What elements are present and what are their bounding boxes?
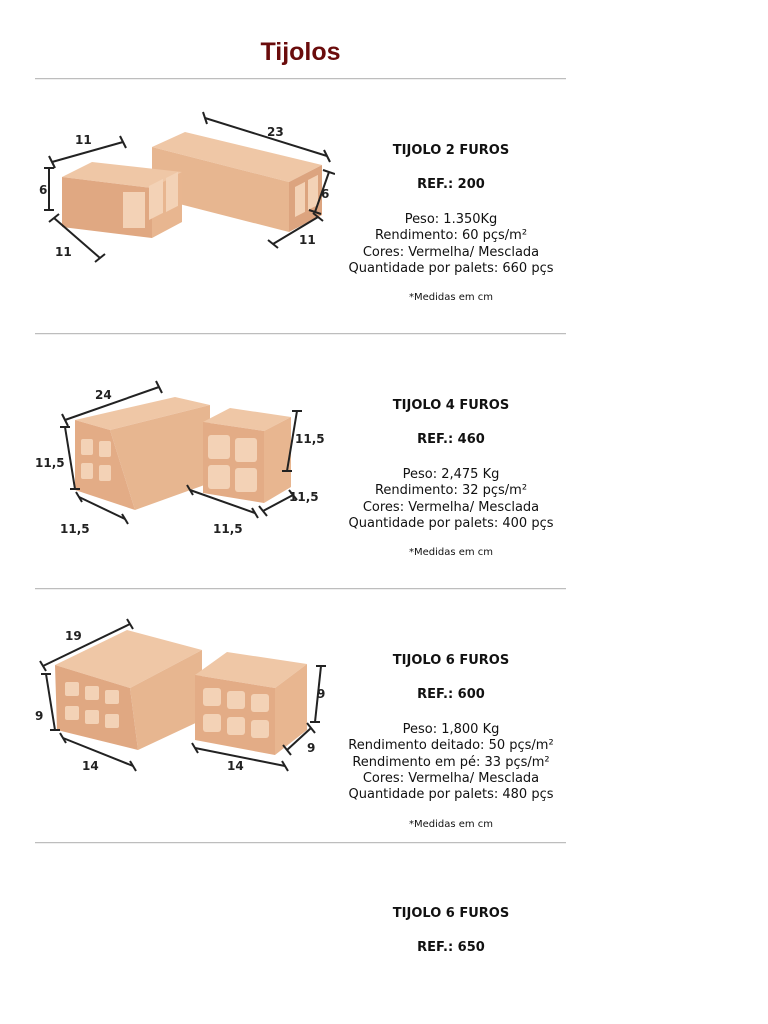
product-tijolo-2-furos (35, 80, 566, 330)
spec-pallet-qty: Quantidade por palets: 480 pçs (348, 787, 554, 803)
spec-colors: Cores: Vermelha/ Mesclada (362, 244, 540, 260)
product-ref: REF.: 460 (417, 432, 485, 448)
spec-weight: Peso: 1,800 Kg (402, 721, 500, 737)
dim-label: 19 (65, 629, 82, 643)
spec-colors: Cores: Vermelha/ Mesclada (362, 771, 540, 787)
spec-yield-standing: Rendimento em pé: 33 pçs/m² (352, 754, 550, 770)
brick-2-furos-image (35, 80, 335, 330)
product-ref: REF.: 200 (417, 177, 485, 193)
dim-label: 11 (55, 245, 72, 259)
page-title: Tijolos (260, 38, 341, 66)
dim-label: 11,5 (289, 490, 319, 504)
spec-yield: Rendimento: 60 pçs/m² (374, 228, 528, 244)
dim-label: 14 (227, 759, 244, 773)
dim-label: 11,5 (35, 456, 65, 470)
product-info (335, 398, 567, 562)
product-info (335, 906, 567, 975)
spec-weight: Peso: 1.350Kg (404, 211, 498, 227)
product-info (335, 653, 567, 833)
dim-label: 23 (267, 125, 284, 139)
dim-label: 24 (95, 388, 112, 402)
measure-note: *Medidas em cm (408, 292, 494, 304)
dim-label: 11 (75, 133, 92, 147)
dim-label: 6 (321, 187, 330, 201)
dim-label: 9 (307, 741, 316, 755)
dim-label: 9 (317, 687, 326, 701)
spec-weight: Peso: 2,475 Kg (402, 466, 500, 482)
dim-label: 11,5 (60, 522, 90, 536)
measure-note: *Medidas em cm (408, 818, 494, 830)
brick-4-furos-image (35, 335, 335, 585)
spec-yield-lying: Rendimento deitado: 50 pçs/m² (348, 738, 554, 754)
dim-label: 11,5 (213, 522, 243, 536)
measure-note: *Medidas em cm (408, 547, 494, 559)
dim-label: 11 (299, 233, 316, 247)
product-tijolo-4-furos (35, 335, 566, 585)
product-name: TIJOLO 2 FUROS (392, 143, 510, 158)
dim-label: 6 (39, 183, 48, 197)
dim-label: 11,5 (295, 432, 325, 446)
product-ref: REF.: 650 (417, 940, 485, 956)
product-tijolo-6-furos (35, 590, 566, 840)
product-tijolo-6-furos-650 (35, 844, 566, 1024)
product-info (335, 143, 567, 307)
product-name: TIJOLO 6 FUROS (392, 653, 510, 668)
dim-label: 9 (35, 709, 44, 723)
product-ref: REF.: 600 (417, 687, 485, 703)
product-name: TIJOLO 4 FUROS (392, 398, 510, 413)
dim-label: 14 (82, 759, 99, 773)
spec-pallet-qty: Quantidade por palets: 400 pçs (348, 516, 554, 532)
spec-pallet-qty: Quantidade por palets: 660 pçs (348, 261, 554, 277)
spec-colors: Cores: Vermelha/ Mesclada (362, 499, 540, 515)
product-name: TIJOLO 6 FUROS (392, 906, 510, 921)
spec-yield: Rendimento: 32 pçs/m² (374, 483, 528, 499)
brick-6-furos-image (35, 590, 335, 840)
